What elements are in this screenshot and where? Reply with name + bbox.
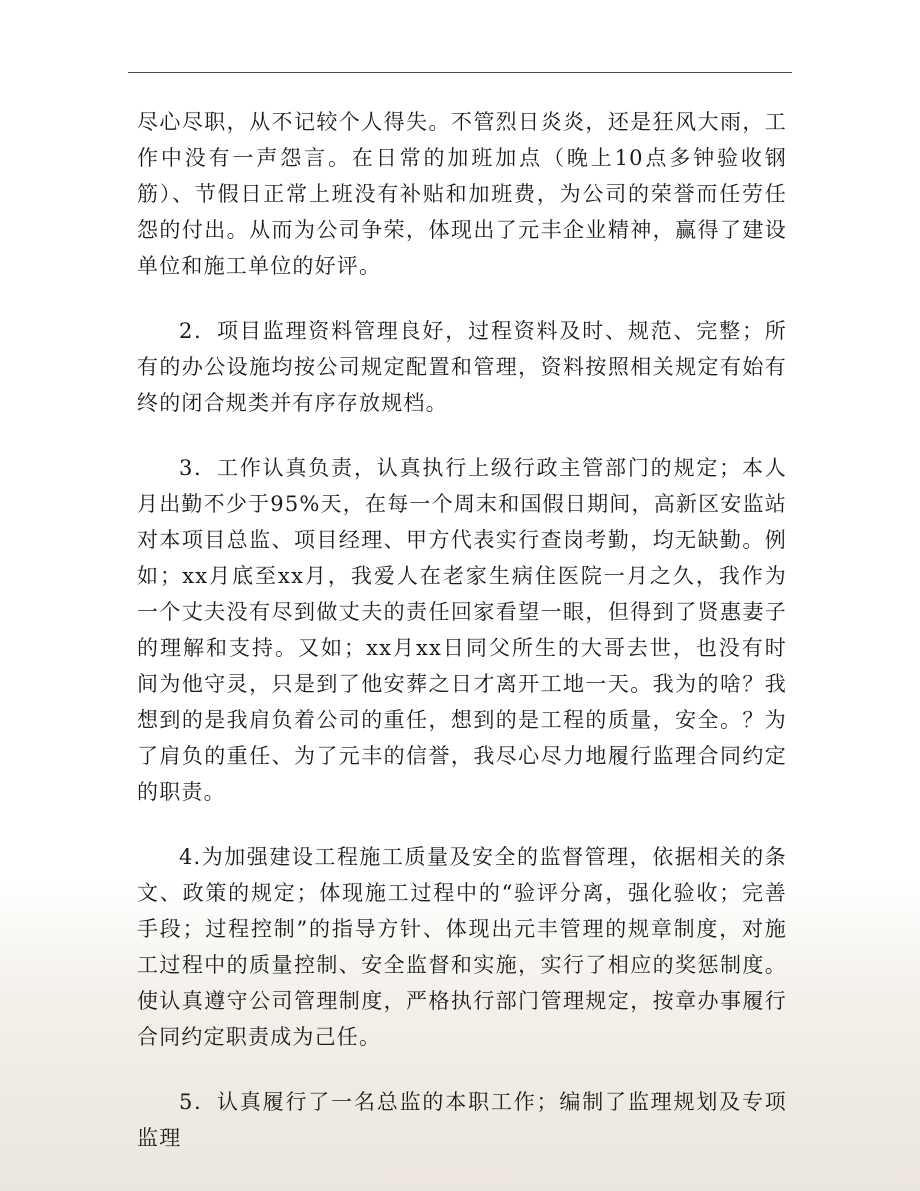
paragraph-continued: 尽心尽职，从不记较个人得失。不管烈日炎炎，还是狂风大雨，工作中没有一声怨言。在日常的加班加点（晚上10点多钟验收钢筋）、节假日正常上班没有补贴和加班费，为公司的荣誉而任劳任怨的付出。从而为公司争荣，体现出了元丰企业精神，赢得了建设单位和施工单位的好评。 <box>137 110 787 278</box>
paragraph-item-2: 2．项目监理资料管理良好，过程资料及时、规范、完整；所有的办公设施均按公司规定配置和管理，资料按照相关规定有始有终的闭合规类并有序存放规档。 <box>137 319 787 415</box>
header-rule <box>128 72 792 73</box>
document-body <box>137 104 787 1185</box>
paragraph-item-4: 4.为加强建设工程施工质量及安全的监督管理，依据相关的条文、政策的规定；体现施工过程中的“验评分离，强化验收；完善手段；过程控制”的指导方针、体现出元丰管理的规章制度，对施工过程中的质量控制、安全监督和实施，实行了相应的奖惩制度。使认真遵守公司管理制度，严格执行部门管理规定，按章办事履行合同约定职责成为己任。 <box>137 845 787 1049</box>
paragraph-item-5: 5．认真履行了一名总监的本职工作；编制了监理规划及专项监理 <box>137 1090 787 1150</box>
paragraph-item-3: 3．工作认真负责，认真执行上级行政主管部门的规定；本人月出勤不少于95%天，在每一个周末和国假日期间，高新区安监站对本项目总监、项目经理、甲方代表实行查岗考勤，均无缺勤。例如；xx月底至xx月，我爱人在老家生病住医院一月之久，我作为一个丈夫没有尽到做丈夫的责任回家看望一眼，但得到了贤惠妻子的理解和支持。又如；xx月xx日同父所生的大哥去世，也没有时间为他守灵，只是到了他安葬之日才离开工地一天。我为的啥？我想到的是我肩负着公司的重任，想到的是工程的质量，安全。？为了肩负的重任、为了元丰的信誉，我尽心尽力地履行监理合同约定的职责。 <box>137 456 787 804</box>
